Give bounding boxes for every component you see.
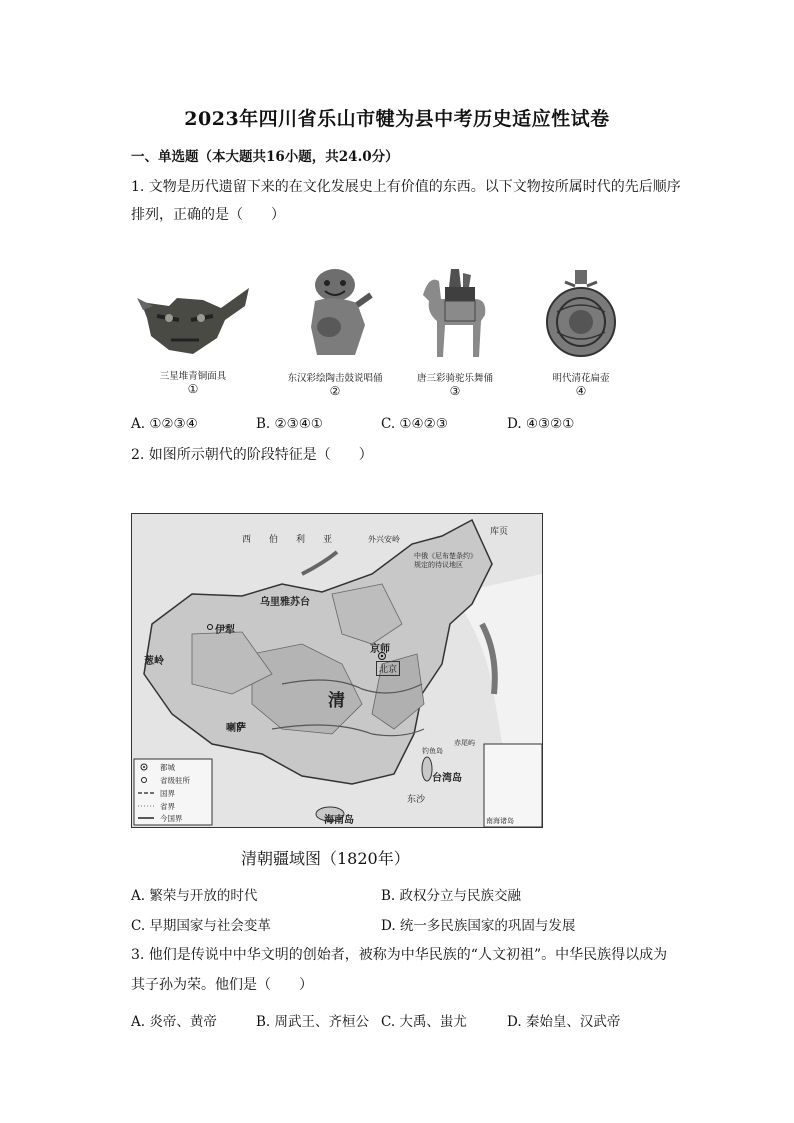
map-label-siberia: 西 伯 利 亚 [242, 535, 333, 545]
artifact-4-num: ④ [575, 384, 587, 398]
artifact-3-caption: 唐三彩骑驼乐舞俑 [416, 373, 493, 384]
map-label-chiwei: 赤尾屿 [454, 739, 475, 747]
artifact-1 [128, 280, 258, 396]
map-label-taiwan: 台湾岛 [432, 773, 462, 784]
map-label-south-sea: 南海诸岛 [486, 817, 514, 825]
q2-option-c[interactable]: C. 早期国家与社会变革 [131, 918, 271, 934]
q1-stem-line2: 排列，正确的是（ ） [131, 207, 285, 223]
artifact-3 [390, 265, 520, 398]
map-label-jingshi: 京师 [370, 644, 390, 655]
artifact-2 [270, 265, 400, 398]
q1-option-d[interactable]: D. ④③②① [507, 416, 575, 432]
legend-provincial-border: 省界 [160, 802, 175, 811]
page-title: 2023年四川省乐山市犍为县中考历史适应性试卷 [184, 108, 610, 130]
map-label-dongsha: 东沙 [407, 795, 426, 805]
artifact-1-num: ① [187, 382, 199, 396]
artifact-1-caption: 三星堆青铜面具 [159, 371, 227, 382]
drummer-figurine-image [295, 265, 375, 360]
map-drawing [132, 514, 542, 827]
map-label-nerchinsk: 中俄《尼布楚条约》规定的待议地区 [414, 552, 477, 569]
map-label-lhasa: 喇萨 [226, 723, 246, 734]
artifact-4-caption: 明代清花扁壶 [552, 373, 610, 384]
q2-option-d[interactable]: D. 统一多民族国家的巩固与发展 [381, 918, 576, 934]
map-label-beijing: 北京 [376, 661, 400, 676]
q3-option-b[interactable]: B. 周武王、齐桓公 [256, 1014, 370, 1030]
q3-stem-line1: 3. 他们是传说中中华文明的创始者，被称为中华民族的“人文初祖”。中华民族得以成为 [131, 947, 668, 963]
map-label-congling: 葱岭 [144, 656, 164, 667]
q3-option-a[interactable]: A. 炎帝、黄帝 [131, 1014, 217, 1030]
map-label-kuye: 库页 [490, 527, 509, 537]
q2-option-b[interactable]: B. 政权分立与民族交融 [381, 888, 522, 904]
bronze-mask-image [133, 280, 253, 358]
map-caption: 清朝疆域图（1820年） [241, 849, 410, 868]
q2-option-a[interactable]: A. 繁荣与开放的时代 [131, 888, 258, 904]
flask-image [541, 268, 621, 360]
map-label-ili: 伊犁 [215, 625, 235, 636]
legend-capital: 都城 [160, 763, 175, 772]
map-label-xingan: 外兴安岭 [368, 535, 400, 544]
q2-stem: 2. 如图所示朝代的阶段特征是（ ） [131, 447, 373, 463]
artifact-4 [516, 268, 646, 398]
section-header: 一、单选题（本大题共16小题，共24.0分） [131, 149, 399, 165]
artifact-2-num: ② [329, 384, 341, 398]
q1-option-a[interactable]: A. ①②③④ [131, 416, 198, 432]
q3-option-c[interactable]: C. 大禹、蚩尤 [381, 1014, 467, 1030]
legend-national-border: 国界 [160, 789, 175, 798]
artifact-2-caption: 东汉彩绘陶击鼓说唱俑 [287, 373, 383, 384]
q1-stem-line1: 1. 文物是历代遗留下来的在文化发展史上有价值的东西。以下文物按所属时代的先后顺序 [131, 179, 681, 195]
legend-modern-border: 今国界 [160, 814, 183, 823]
map-label-hainan: 海南岛 [324, 815, 354, 826]
camel-figurine-image [415, 265, 495, 360]
q3-stem-line2: 其子孙为荣。他们是（ ） [131, 977, 313, 993]
artifact-3-num: ③ [449, 384, 461, 398]
map-label-qing: 清 [328, 691, 345, 711]
q1-option-b[interactable]: B. ②③④① [256, 416, 323, 432]
map-label-uliastai: 乌里雅苏台 [260, 597, 310, 608]
legend-provincial-seat: 省级驻所 [160, 776, 190, 785]
q3-option-d[interactable]: D. 秦始皇、汉武帝 [507, 1014, 621, 1030]
q1-option-c[interactable]: C. ①④②③ [381, 416, 448, 432]
qing-map [131, 513, 543, 828]
map-label-diaoyu: 钓鱼岛 [422, 747, 443, 755]
